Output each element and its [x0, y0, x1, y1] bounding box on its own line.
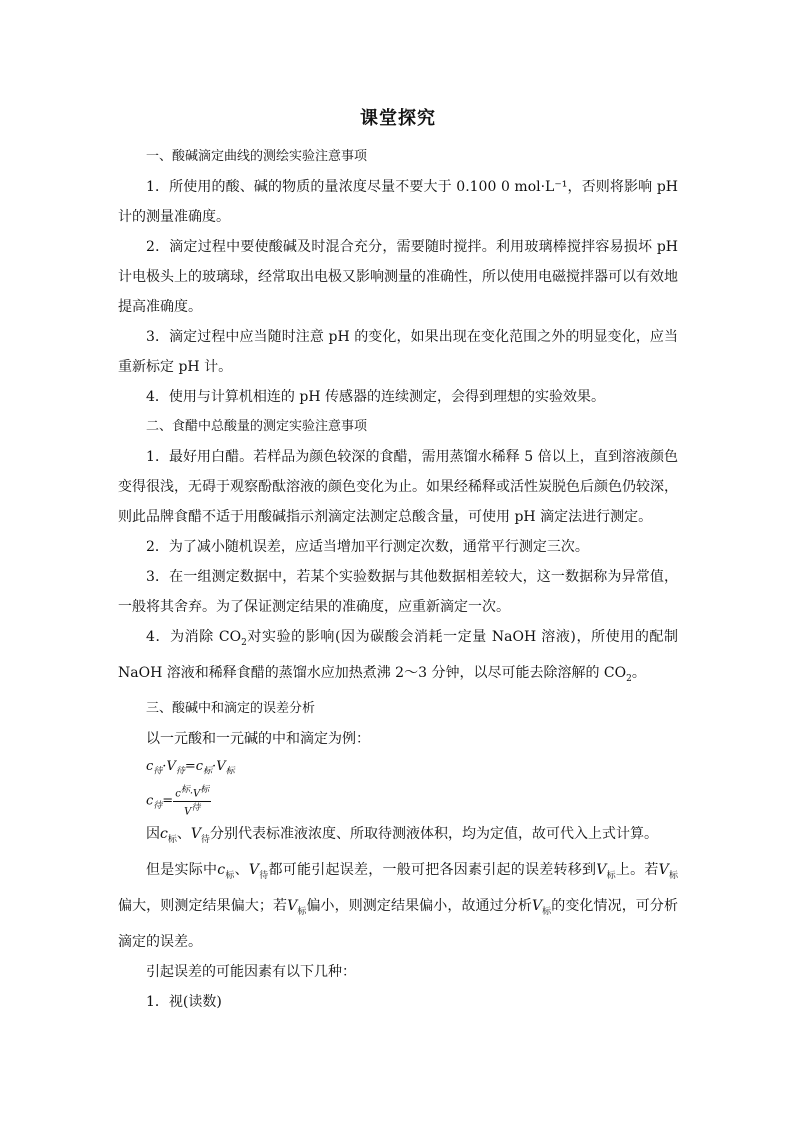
- section-1-heading: 一、酸碱滴定曲线的测绘实验注意事项: [146, 149, 368, 164]
- section-2-heading: 二、食醋中总酸量的测定实验注意事项: [146, 419, 368, 434]
- section-1-paragraph-4: 4．使用与计算机相连的 pH 传感器的连续测定，会得到理想的实验效果。: [146, 389, 605, 405]
- document-body: [118, 104, 678, 1017]
- section-2-paragraph-1: 1．最好用白醋。若样品为颜色较深的食醋，需用蒸馏水稀释 5 倍以上，直到溶液颜色变得很浅，无碍于观察酚酞溶液的颜色变化为止。如果经稀释或活性炭脱色后颜色仍较深，则此品牌食醋不适于用酸碱指示剂滴定法测定总酸含量，可使用 pH 滴定法进行测定。: [118, 449, 678, 525]
- section-3-paragraph-3: 引起误差的可能因素有以下几种：: [146, 963, 356, 980]
- section-3-intro: 以一元酸和一元碱的中和滴定为例：: [146, 730, 370, 747]
- formula-equality: $c_待\cdot V_待=c_标\cdot V_标$: [146, 758, 235, 777]
- section-3-paragraph-2: 但是实际中$c_标$、$V_待$都可能引起误差，一般可把各因素引起的误差转移到$V_标$上。若$V_标$偏大，则测定结果偏大；若$V_标$偏小，则测定结果偏小，故通过分析$V_标$的变化情况，可分析滴定的误差。: [118, 861, 678, 950]
- page-title: 课堂探究: [360, 108, 436, 129]
- section-1-paragraph-3: 3．滴定过程中应当随时注意 pH 的变化，如果出现在变化范围之外的明显变化，应当重新标定 pH 计。: [118, 329, 678, 375]
- section-1-paragraph-1: 1．所使用的酸、碱的物质的量浓度尽量不要大于 0.100 0 mol·L⁻¹，否则将影响 pH 计的测量准确度。: [118, 179, 678, 225]
- fraction: $\frac{c^标\cdot V^标}{V^待}$: [175, 785, 210, 817]
- section-2-paragraph-3: 3．在一组测定数据中，若某个实验数据与其他数据相差较大，这一数据称为异常值，一般将其舍弃。为了保证测定结果的准确度，应重新滴定一次。: [118, 569, 678, 615]
- section-3-paragraph-4: 1．视(读数): [146, 993, 222, 1010]
- section-3-heading: 三、酸碱中和滴定的误差分析: [146, 700, 316, 716]
- section-2-paragraph-2: 2．为了减小随机误差，应适当增加平行测定次数，通常平行测定三次。: [146, 539, 589, 555]
- section-2-paragraph-4: 4．为消除 $CO_2$对实验的影响(因为碳酸会消耗一定量 NaOH 溶液)，所使用的配制 NaOH 溶液和稀释食醋的蒸馏水应加热煮沸 2～3 分钟，以尽可能去除溶解的 $CO_2$。: [118, 629, 679, 684]
- section-1-paragraph-2: 2．滴定过程中要使酸碱及时混合充分，需要随时搅拌。利用玻璃棒搅拌容易损坏 pH 计电极头上的玻璃球，经常取出电极又影响测量的准确性，所以使用电磁搅拌器可以有效地提高准确度。: [118, 239, 678, 315]
- section-3-paragraph-1: 因$c_标$、$V_待$分别代表标准液浓度、所取待测液体积，均为定值，故可代入上式计算。: [146, 826, 658, 845]
- formula-fraction: $c_待=$ $\frac{c^标\cdot V^标}{V^待}$: [146, 785, 210, 817]
